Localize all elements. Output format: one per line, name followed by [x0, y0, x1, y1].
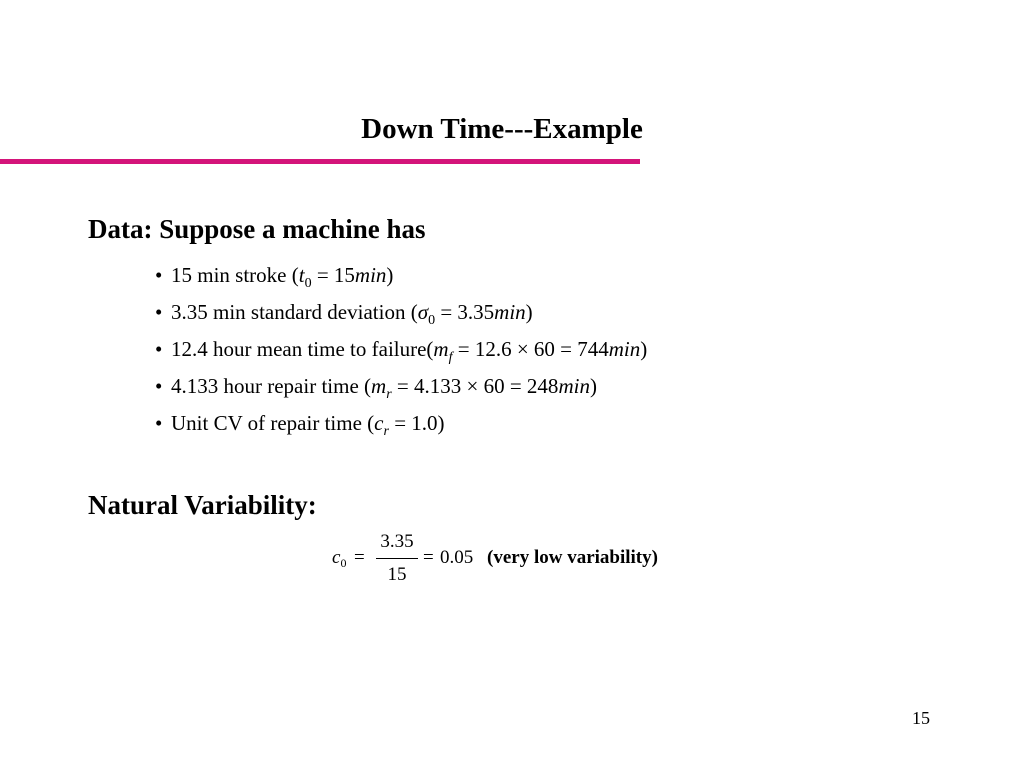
bullet-std-dev: • 3.35 min standard deviation $(\sigma_0 = 3.35\min)$ [155, 294, 647, 331]
bullet-dot-icon: • [155, 263, 163, 287]
bullet-dot-icon: • [155, 337, 163, 361]
formula-result: 0.05 [440, 547, 474, 568]
bullet-dot-icon: • [155, 411, 163, 435]
slide-title: Down Time---Example [361, 113, 643, 145]
bullet-repair-time: • 4.133 hour repair time $(m_r = 4.133 \times 60 = 248\min)$ [155, 368, 647, 405]
data-heading: Data: Suppose a machine has [88, 214, 426, 244]
variability-note: (very low variability) [487, 547, 658, 568]
formula-equals-2: = [423, 547, 434, 568]
accent-rule [0, 159, 640, 164]
formula-denominator: 15 [387, 564, 407, 585]
formula-variable: $c_0$ [332, 547, 347, 570]
data-bullet-list [155, 257, 647, 442]
bullet-repair-cv: • Unit CV of repair time $(c_r = 1.0)$ [155, 405, 647, 442]
bullet-dot-icon: • [155, 374, 163, 398]
bullet-stroke: • 15 min stroke $(t_0 = 15\min)$ [155, 257, 647, 294]
variability-heading: Natural Variability: [88, 490, 317, 520]
bullet-dot-icon: • [155, 300, 163, 324]
formula-numerator: 3.35 [380, 531, 414, 552]
formula-equals: = [354, 547, 365, 568]
fraction-bar [376, 558, 418, 559]
bullet-mttf: • 12.4 hour mean time to $failure(m_f = 12.6 \times 60 = 744\min)$ [155, 331, 647, 368]
page-number: 15 [912, 708, 930, 728]
